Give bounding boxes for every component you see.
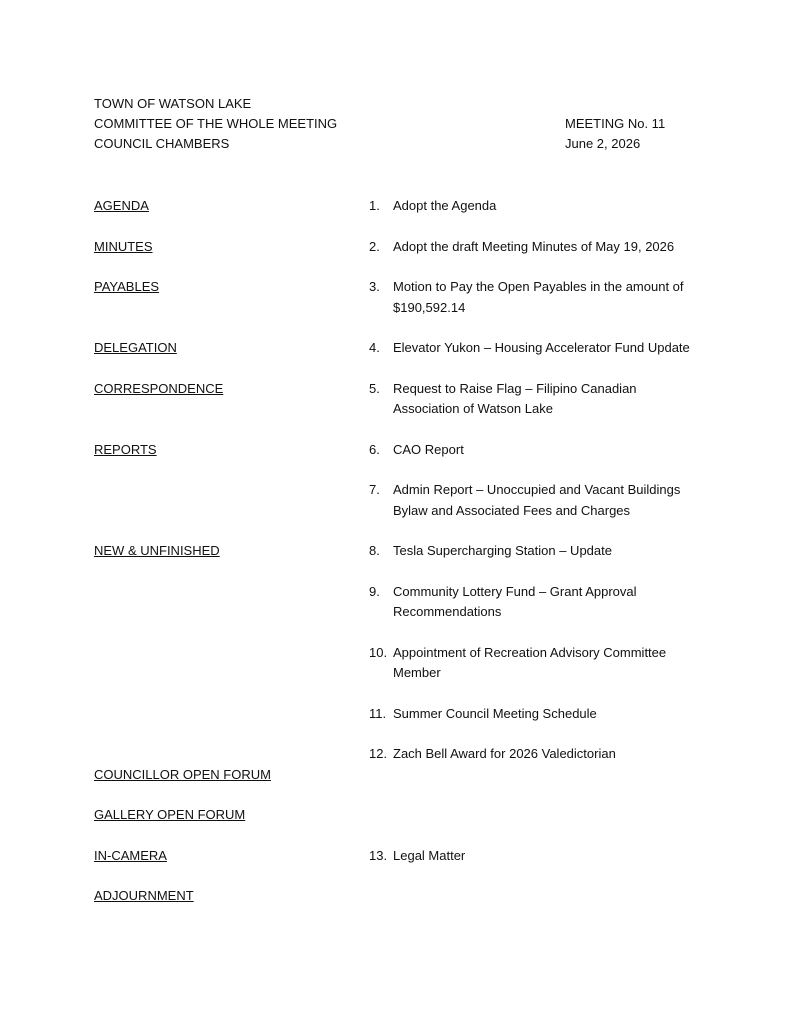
header-line-3: [94, 134, 674, 154]
item-text: Summer Council Meeting Schedule: [393, 705, 597, 721]
agenda-row: [0, 846, 800, 867]
agenda-item: [369, 237, 704, 258]
section-minutes: MINUTES: [94, 238, 153, 254]
agenda-row: [0, 277, 800, 318]
agenda-row: [0, 805, 800, 826]
item-text: CAO Report: [393, 441, 464, 457]
agenda-row: [0, 541, 800, 562]
section-in-camera: IN-CAMERA: [94, 847, 167, 863]
agenda-row: [0, 440, 800, 461]
item-number: 5.: [369, 380, 380, 396]
item-text: Appointment of Recreation Advisory Committee Member: [393, 644, 667, 680]
agenda-item: [369, 480, 704, 521]
agenda-item: [369, 582, 704, 623]
section-agenda: AGENDA: [94, 198, 149, 213]
item-text: Admin Report – Unoccupied and Vacant Buildings Bylaw and Associated Fees and Charges: [393, 482, 681, 518]
agenda-row: [0, 480, 800, 521]
item-number: 4.: [369, 340, 380, 355]
item-number: 11.: [369, 705, 387, 721]
agenda-row: [0, 379, 800, 420]
header-line-1: [94, 94, 674, 114]
agenda-row: [0, 237, 800, 258]
item-number: 7.: [369, 482, 380, 497]
meeting-location: COUNCIL CHAMBERS: [94, 136, 230, 151]
item-text: Tesla Supercharging Station – Update: [393, 543, 612, 558]
item-text: Adopt the draft Meeting Minutes of May 19, 2026: [393, 238, 675, 254]
agenda-item: [369, 643, 704, 684]
item-number: 2.: [369, 238, 380, 254]
item-number: 6.: [369, 441, 380, 457]
agenda-body: [0, 196, 800, 927]
section-correspondence: CORRESPONDENCE: [94, 380, 224, 396]
item-number: 1.: [369, 198, 380, 213]
agenda-row: [0, 886, 800, 907]
item-number: 3.: [369, 279, 380, 294]
section-payables: PAYABLES: [94, 279, 160, 294]
item-number: 8.: [369, 543, 380, 558]
section-reports: REPORTS: [94, 441, 157, 457]
meeting-type: COMMITTEE OF THE WHOLE MEETING: [94, 116, 338, 131]
section-new-unfinished: NEW & UNFINISHED: [94, 543, 220, 558]
section-gallery-open-forum: GALLERY OPEN FORUM: [94, 807, 246, 822]
item-text: Request to Raise Flag – Filipino Canadian Association of Watson Lake: [393, 380, 637, 416]
agenda-row: [0, 765, 800, 786]
agenda-item: [369, 440, 704, 461]
org-name: TOWN OF WATSON LAKE: [94, 96, 252, 111]
agenda-row: [0, 744, 800, 765]
agenda-item: [369, 379, 704, 420]
agenda-item: [369, 541, 704, 562]
document-header: [94, 94, 674, 154]
section-delegation: DELEGATION: [94, 340, 177, 355]
item-number: 9.: [369, 583, 380, 599]
agenda-row: [0, 582, 800, 623]
agenda-item: [369, 196, 704, 217]
item-text: Elevator Yukon – Housing Accelerator Fund Update: [393, 340, 690, 355]
agenda-row: [0, 196, 800, 217]
agenda-row: [0, 704, 800, 725]
item-text: Legal Matter: [393, 847, 466, 863]
item-number: 12.: [369, 746, 388, 761]
item-text: Community Lottery Fund – Grant Approval Recommendations: [393, 583, 637, 619]
item-text: Adopt the Agenda: [393, 198, 497, 213]
item-number: 13.: [369, 847, 388, 863]
agenda-item: [369, 846, 704, 867]
agenda-row: [0, 338, 800, 359]
item-text: Zach Bell Award for 2026 Valedictorian: [393, 746, 616, 761]
agenda-item: [369, 277, 704, 318]
section-adjournment: ADJOURNMENT: [94, 888, 194, 903]
item-text: Motion to Pay the Open Payables in the amount of $190,592.14: [393, 279, 684, 315]
agenda-item: [369, 704, 704, 725]
agenda-row: [0, 643, 800, 684]
agenda-item: [369, 744, 704, 765]
meeting-date: June 2, 2026: [565, 136, 641, 151]
item-number: 10.: [369, 644, 388, 660]
agenda-item: [369, 338, 704, 359]
meeting-number: MEETING No. 11: [565, 116, 666, 131]
header-line-2: [94, 114, 674, 134]
section-councillor-open-forum: COUNCILLOR OPEN FORUM: [94, 766, 271, 782]
